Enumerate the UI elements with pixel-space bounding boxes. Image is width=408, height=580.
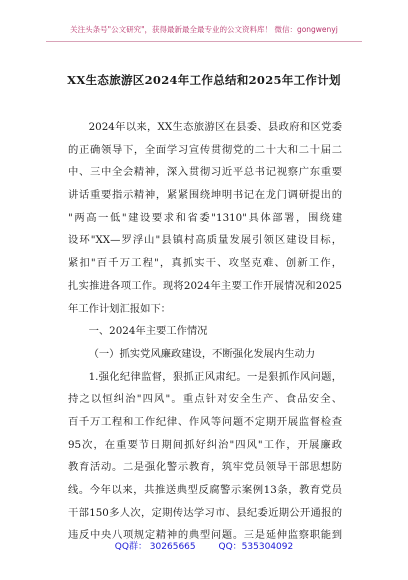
footer-qq-group: QQ群： 30265665 (114, 542, 196, 552)
body-line: 的正确领导下，全面学习宣传贯彻党的二十大和二十届二 (68, 143, 342, 156)
body-line: 中、三中全会精神，深入贯彻习近平总书记视察广东重要 (68, 166, 342, 179)
footer-contacts (0, 539, 408, 552)
body-line: 95次，在重要节日期间抓好纠治"四风"工作，开展廉政 (68, 438, 342, 451)
body-line: 违反中央八项规定精神的典型问题。三是延伸监察职能到 (68, 529, 342, 542)
body-line: 设环"XX—罗浮山"县镇村高质量发展引领区建设目标， (68, 234, 342, 247)
body-line: 干部150多人次，定期传达学习市、县纪委近期公开通报的 (68, 506, 342, 519)
body-line: 扎实推进各项工作。现将2024年主要工作开展情况和2025 (68, 279, 342, 292)
header-divider (46, 41, 362, 42)
body-line: 线。今年以来，共推送典型反腐警示案例13条，教育党员 (68, 484, 342, 496)
body-line: 百千万工程和工作纪律、作风等问题不定期开展监督检查 (68, 415, 342, 428)
footer-qq-number: QQ：535304092 (218, 542, 294, 552)
body-line: 讲话重要指示精神，紧紧围绕坤明书记在龙门调研提出的 (68, 189, 342, 202)
header-notice: 关注头条号"公文研究"，获得最新最全最专业的公文资料库！ 微信：gongwenyj (70, 25, 338, 34)
body-line: 教育活动。二是强化警示教育，筑牢党员领导干部思想防 (68, 461, 342, 474)
body-line: 一、2024年主要工作情况 (88, 325, 208, 338)
body-line: "两高一低"建设要求和省委"1310"具体部署，围绕建 (68, 211, 342, 224)
body-line: 1.强化纪律监督，狠抓正风肃纪。一是狠抓作风问题， (88, 370, 342, 383)
body-line: 2024年以来，XX生态旅游区在县委、县政府和区党委 (88, 121, 342, 133)
document-body (68, 116, 342, 547)
document-title: XX生态旅游区2024年工作总结和2025年工作计划 (67, 73, 341, 87)
body-line: 年工作计划汇报如下： (68, 302, 171, 315)
body-line: 持之以恒纠治"四风"。重点针对安全生产、食品安全、 (68, 393, 342, 406)
body-line: 紧扣"百千万工程"，真抓实干、攻坚克难、创新工作， (68, 257, 342, 270)
body-line: （一）抓实党风廉政建设，不断强化发展内生动力 (88, 347, 316, 360)
